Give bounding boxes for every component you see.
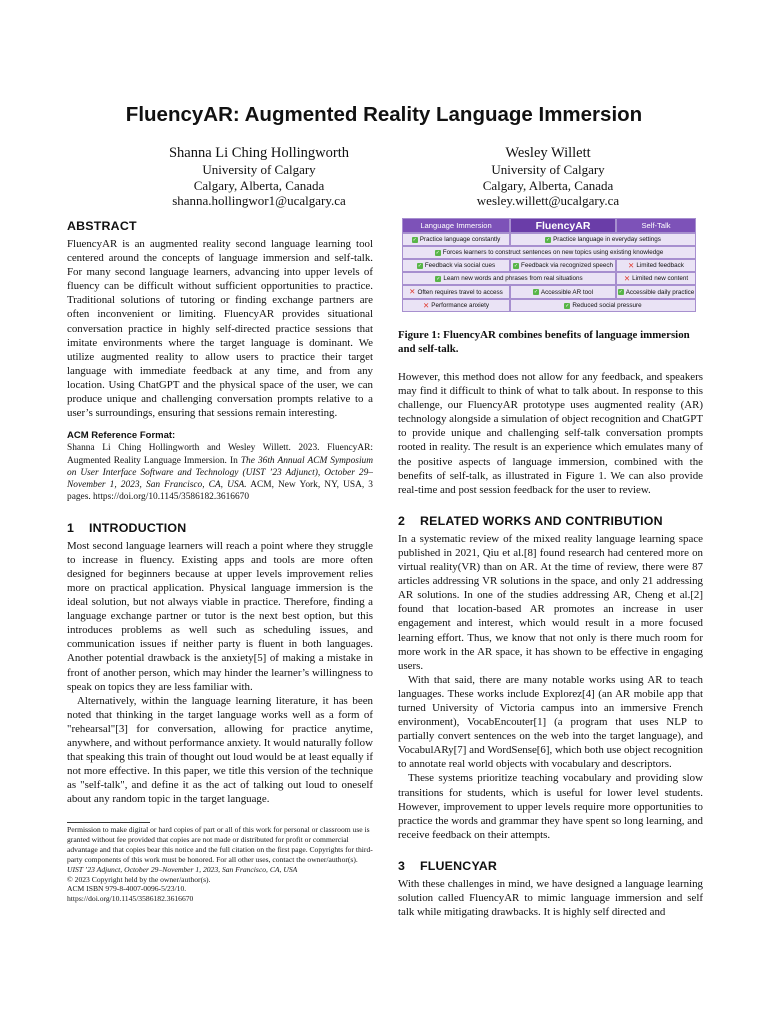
- author-name: Wesley Willett: [505, 145, 591, 161]
- figure-cell: ✓ Feedback via social cues: [402, 259, 510, 272]
- check-icon: ✓: [412, 236, 417, 243]
- check-icon: ✓: [435, 249, 440, 256]
- permission-notice: Permission to make digital or hard copies of part or all of this work for personal or classroom use is granted without fee provided that copies are not made or distributed for profit or commercial advantage and that copies bear this notice and the full citation on the first page. Copyrights for third-party components of this work must be honored. For all other uses, contact the owner/author(s).: [67, 825, 373, 864]
- figure-cell: ✓ Accessible AR tool: [510, 285, 616, 299]
- author-affiliation: University of Calgary: [491, 162, 605, 177]
- figure-cell: ✕ Performance anxiety: [402, 299, 510, 312]
- figure-row: [402, 246, 696, 259]
- author-name: Shanna Li Ching Hollingworth: [168, 145, 350, 161]
- right-column: [398, 370, 703, 919]
- abstract-heading: ABSTRACT: [67, 219, 137, 233]
- figure-cell: ✓ Reduced social pressure: [510, 299, 696, 312]
- check-icon: ✓: [513, 262, 519, 269]
- author-email: shanna.hollingwor1@ucalgary.ca: [172, 193, 346, 208]
- acm-ref-heading: ACM Reference Format:: [67, 430, 176, 442]
- figure-cell: ✕ Limited feedback: [616, 259, 696, 272]
- author-location: Calgary, Alberta, Canada: [482, 177, 614, 193]
- figure-row: [402, 259, 696, 272]
- footnote: [67, 825, 373, 904]
- author-location: Calgary, Alberta, Canada: [193, 177, 325, 193]
- fluencyar-heading: 3 FLUENCYAR: [398, 858, 498, 873]
- abstract-text: FluencyAR is an augmented reality second language learning tool centered around the concepts of language immersion and self-talk. For many second language learners, advancing into upper levels of fluency can be difficult without sufficient opportunities to practice. Traditional solutions of tutoring or finding exchange partners are often inconvenient or limiting. FluencyAR provides situational conversation practice in highly self-directed practice sessions that imitate environments where the target language is dominant. We utilize augmented reality to allow users to practice their target language with immediate feedback at any time, and from any location. Using ChatGPT and the physical space of the user, we can produce unique and challenging conversation prompts relative to a user’s surroundings, ensuring that sessions remain interesting.: [67, 238, 373, 420]
- check-icon: ✓: [565, 302, 570, 309]
- copyright-notice: © 2023 Copyright held by the owner/author(s).: [67, 874, 211, 884]
- fluencyar-paragraph-1: With these challenges in mind, we have designed a language learning solution called FluencyAR to mimic language immersion and self talk while mitigating drawbacks. It is highly self directed and: [398, 877, 703, 919]
- related-works-heading: 2 RELATED WORKS AND CONTRIBUTION: [398, 513, 663, 528]
- header-self-talk: Self-Talk: [616, 218, 696, 233]
- intro-heading: 1 INTRODUCTION: [67, 520, 187, 535]
- cross-icon: ✕: [409, 287, 416, 296]
- figure-row: [402, 272, 696, 285]
- figure-cell: ✓ Practice language constantly: [402, 233, 510, 246]
- figure-row: [402, 233, 696, 246]
- doi-link[interactable]: https://doi.org/10.1145/3586182.3616670: [67, 894, 194, 904]
- figure-row: [402, 285, 696, 299]
- figure-caption: Figure 1: FluencyAR combines benefits of language immersion and self-talk.: [398, 329, 690, 356]
- header-fluencyar: FluencyAR: [510, 218, 616, 233]
- cross-icon: ✕: [623, 273, 631, 283]
- intro-paragraph-2: Alternatively, within the language learning literature, it has been noted that thinking in the target language works well as a form of "rehearsal"[3] for conversation, allowing for practice anytime, anywhere, and without performance anxiety. It would naturally follow that speaking this train of thought out loud would be at least equally if not more effective. In this paper, we title this version of the technique as "self-talk", and define it as the act of talking out loud to oneself about any random topic in the target language.: [67, 694, 373, 806]
- isbn: ACM ISBN 979-8-4007-0096-5/23/10.: [67, 884, 187, 894]
- header-language-immersion: Language Immersion: [402, 218, 510, 233]
- figure-1: [402, 218, 696, 313]
- figure-cell: ✕ Often requires travel to access: [402, 285, 510, 299]
- intro-paragraph-1: Most second language learners will reach a point where they struggle to increase in fluency. Existing apps and tools are more often designed for beginners because at upper levels improvement relies more on practical application. Physical language immersion is the ideal solution, but not always viable in practice. Therefore, finding a language exchange partner or tutor is the next best option, but this introduces problems as well such as scheduling issues, and communication issues if neither party is fluent in both languages. Another potential drawback is the anxiety[5] of making a mistake in front of another person, which may hinder the learner’s willingness to speak on topics they are less familiar with.: [67, 539, 373, 693]
- check-icon: ✓: [417, 262, 422, 269]
- related-works-paragraph-2: With that said, there are many notable works using AR to teach languages. These works include Explorez[4] (an AR mobile app that turned University of Victoria campus into an immersive French environment), VocabEncouter[1] (a program that uses NLP to partially convert sentences on the web into the target language), and VocabulARy[7] and WordSense[6], which both use object recognition to annotate real world objects with vocabulary and descriptors.: [398, 673, 703, 771]
- related-works-paragraph-1: In a systematic review of the mixed reality language learning space published in 2021, Qiu et al.[8] found research had centered more on virtual reality(VR) than on AR. At the time of review, there were 87 articles addressing VR solutions in the space, and only 21 addressing AR solutions. In one of the studies addressing AR, Cheng et al.[2] found that location-based AR promotes an increase in user engagement and interest, which would result in a more focused learning effort. Thus, we know that not only is there much room for more work in the AR space, it has shown to be effective in engaging users.: [398, 532, 703, 672]
- intro-paragraph-3: However, this method does not allow for any feedback, and speakers may find it difficult to think of what to talk about. In response to this challenge, our FluencyAR prototype uses augmented reality (AR) technology alongside a simulation of object recognition and ChatGPT to provide unique and challenging self-talk conversation prompts rooted in reality. The result is an experience which emulates many of the positive aspects of language immersion, combined with the benefits of self-talk, as illustrated in Figure 1. We can also provide real-time and post session feedback for the user to review.: [398, 371, 703, 496]
- footnote-rule: [67, 822, 150, 823]
- acm-ref-text: Shanna Li Ching Hollingworth and Wesley Willett. 2023. FluencyAR: Augmented Reality Language Immersion. In The 36th Annual ACM Symposium on User Interface Software and Technology (UIST ’23 Adjunct), October 29–November 1, 2023, San Francisco, CA, USA. ACM, New York, NY, USA, 3 pages. https://doi.org/10.1145/3586182.3616670: [67, 443, 374, 503]
- figure-cell: ✓ Feedback via recognized speech: [510, 259, 616, 272]
- cross-icon: ✕: [422, 300, 430, 310]
- check-icon: ✓: [545, 236, 551, 243]
- check-icon: ✓: [533, 289, 539, 295]
- figure-cell: ✓ Practice language in everyday settings: [510, 233, 696, 246]
- figure-header-row: [402, 218, 696, 233]
- author-email: wesley.willett@ucalgary.ca: [476, 193, 620, 208]
- check-icon: ✓: [618, 289, 623, 295]
- author-block-1: [104, 145, 414, 209]
- figure-cell: ✓ Learn new words and phrases from real situations: [402, 272, 616, 285]
- figure-cell: ✓ Forces learners to construct sentences on new topics using existing knowledge: [402, 246, 696, 259]
- figure-cell: ✓ Accessible daily practice: [616, 285, 696, 299]
- cross-icon: ✕: [628, 260, 635, 270]
- check-icon: ✓: [436, 275, 441, 282]
- author-block-2: [408, 145, 688, 209]
- figure-cell: ✕ Limited new content: [616, 272, 696, 285]
- related-works-paragraph-3: These systems prioritize teaching vocabulary and providing slow transitions for students, which is useful for lower level students. However, improvement to upper levels require more opportunities to practice the words and grammar they have spent so long learning, and receive feedback on their attempts.: [398, 772, 703, 841]
- paper-title: FluencyAR: Augmented Reality Language Immersion: [125, 103, 643, 126]
- author-affiliation: University of Calgary: [202, 162, 316, 177]
- left-column: [67, 218, 373, 806]
- figure-row: [402, 299, 696, 312]
- footnote-venue: UIST ’23 Adjunct, October 29–November 1, 2023, San Francisco, CA, USA: [67, 864, 298, 874]
